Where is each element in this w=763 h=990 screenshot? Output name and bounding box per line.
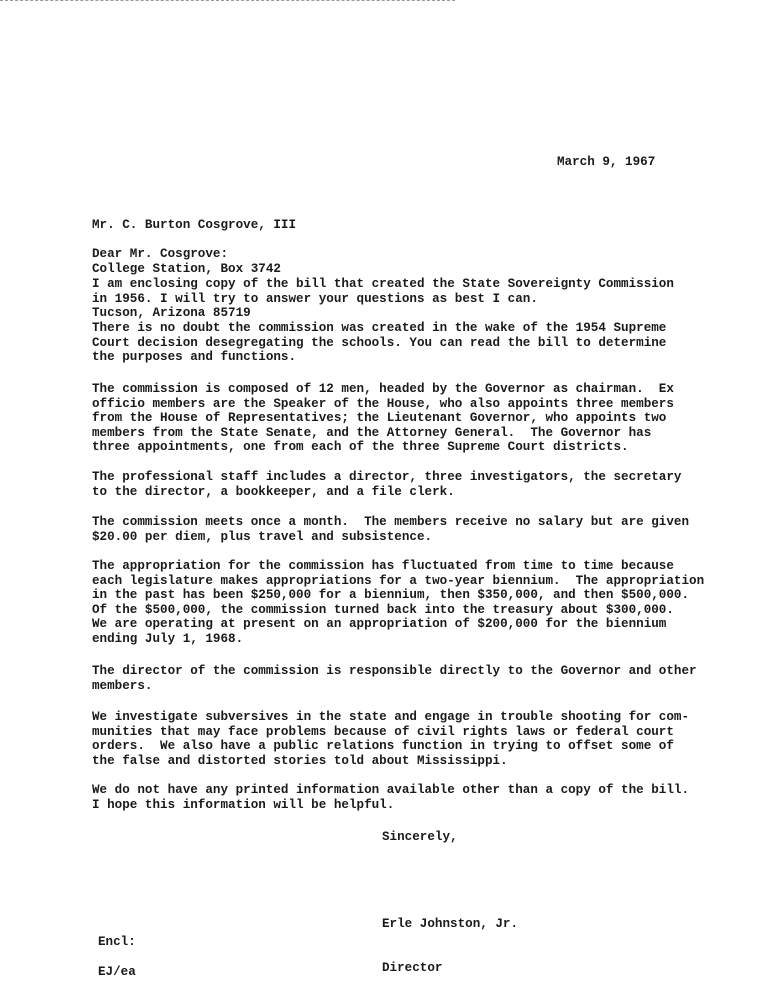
paragraph-line: Court decision desegregating the schools. You can read the bill to determine — [92, 335, 667, 350]
paragraph-line: munities that may face problems because of civil rights laws or federal court — [92, 724, 674, 739]
paragraph-line: in 1956. I will try to answer your questions as best I can. — [92, 291, 538, 306]
signature-block — [382, 888, 518, 990]
paragraph-line: the purposes and functions. — [92, 350, 297, 365]
paragraph-line: orders. We also have a public relations function in trying to offset some of — [92, 739, 674, 754]
paragraph-line: The commission is composed of 12 men, headed by the Governor as chairman. Ex — [92, 382, 674, 396]
paragraph — [92, 515, 689, 544]
paragraph-line: to the director, a bookkeeper, and a file clerk. — [92, 484, 455, 499]
closing: Sincerely, — [382, 830, 458, 844]
paragraph — [92, 277, 674, 306]
paragraph-line: $20.00 per diem, plus travel and subsistence. — [92, 529, 433, 544]
paragraph — [92, 470, 681, 499]
enclosure-note: Encl: — [98, 935, 136, 949]
salutation: Dear Mr. Cosgrove: — [92, 247, 229, 261]
recipient-address-line-2: Tucson, Arizona 85719 — [92, 305, 251, 320]
letter-date: March 9, 1967 — [557, 155, 656, 169]
recipient-address — [92, 189, 296, 335]
paragraph-line: I hope this information will be helpful. — [92, 797, 395, 812]
paragraph-line: three appointments, one from each of the three Supreme Court districts. — [92, 440, 629, 455]
paragraph-line: We are operating at present on an appropriation of $200,000 for the biennium — [92, 617, 667, 632]
paragraph — [92, 783, 689, 812]
paragraph-line: officio members are the Speaker of the House, who also appoints three members — [92, 396, 674, 411]
recipient-address-line-1: College Station, Box 3742 — [92, 261, 281, 276]
recipient-name: Mr. C. Burton Cosgrove, III — [92, 218, 297, 233]
page-top-edge — [0, 0, 455, 1]
paragraph-line: members from the State Senate, and the Attorney General. The Governor has — [92, 425, 652, 440]
paragraph-line: The professional staff includes a director, three investigators, the secretary — [92, 470, 682, 484]
paragraph — [92, 710, 689, 768]
typist-initials: EJ/ea — [98, 965, 136, 979]
paragraph-line: The director of the commission is responsible directly to the Governor and other — [92, 664, 697, 678]
signer-name: Erle Johnston, Jr. — [382, 917, 519, 932]
signer-title: Director — [382, 960, 443, 975]
paragraph-line: The appropriation for the commission has fluctuated from time to time because — [92, 559, 674, 573]
paragraph-line: each legislature makes appropriations for a two-year biennium. The appropriation — [92, 573, 705, 588]
paragraph — [92, 382, 674, 455]
paragraph — [92, 559, 704, 647]
paragraph-line: There is no doubt the commission was created in the wake of the 1954 Supreme — [92, 321, 667, 335]
paragraph-line: Of the $500,000, the commission turned back into the treasury about $300,000. — [92, 602, 674, 617]
paragraph-line: We do not have any printed information available other than a copy of the bill. — [92, 783, 690, 797]
paragraph-line: in the past has been $250,000 for a biennium, then $350,000, and then $500,000. — [92, 588, 690, 603]
paragraph-line: We investigate subversives in the state and engage in trouble shooting for com- — [92, 710, 690, 724]
paragraph-line: the false and distorted stories told about Mississippi. — [92, 753, 508, 768]
paragraph — [92, 321, 666, 365]
paragraph-line: from the House of Representatives; the Lieutenant Governor, who appoints two — [92, 411, 667, 426]
paragraph-line: members. — [92, 678, 153, 693]
paragraph-line: I am enclosing copy of the bill that created the State Sovereignty Commission — [92, 277, 674, 291]
paragraph-line: ending July 1, 1968. — [92, 631, 244, 646]
paragraph — [92, 664, 697, 693]
paragraph-line: The commission meets once a month. The members receive no salary but are given — [92, 515, 690, 529]
